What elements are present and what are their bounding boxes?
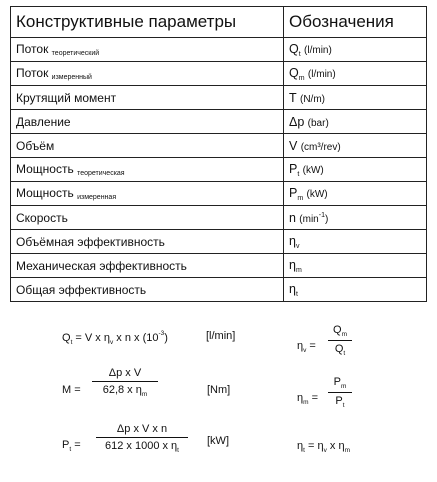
row-symbol: $Q_t$ (l/min) [284, 38, 427, 62]
row-symbol: $\eta_v$ [284, 230, 427, 254]
row-label: Давление [11, 110, 284, 134]
parameters-table [10, 6, 427, 302]
row-label: Крутящий момент [11, 86, 284, 110]
formula-qt-unit: [l/min] [206, 330, 236, 342]
table-row [11, 110, 427, 134]
formula-etam-lhs: $\eta_m$ = [297, 392, 319, 406]
table-row [11, 254, 427, 278]
formula-etat: $\eta_t = \eta_v$ x $\eta_m$ [297, 440, 350, 454]
table-row [11, 86, 427, 110]
row-label: Объём [11, 134, 284, 158]
row-label: Объёмная эффективность [11, 230, 284, 254]
row-label: Общая эффективность [11, 278, 284, 302]
formula-etav-fraction: $\frac{Q_m}{Q_t}$ [328, 324, 352, 357]
header-param: Конструктивные параметры [11, 7, 284, 38]
table-row [11, 134, 427, 158]
row-symbol: $P_t$ (kW) [284, 158, 427, 182]
row-symbol: n $(\min^{-1})$ [284, 206, 427, 230]
row-label: Мощность $_{теоретическая}$ [11, 158, 284, 182]
row-label: Поток $_{теоретический}$ [11, 38, 284, 62]
table-row [11, 38, 427, 62]
row-label: Поток $_{измеренный}$ [11, 62, 284, 86]
formula-m-fraction: $\frac{\text{Δp x V}}{62,8 x \eta_m}$ [92, 367, 158, 398]
formula-qt: $Q_t = V$ x $\eta_v$ x n x $(10^{-3})$ [62, 330, 168, 346]
formula-etam-fraction: $\frac{P_m}{P_t}$ [328, 376, 352, 409]
row-label: Скорость [11, 206, 284, 230]
row-label: Мощность $_{измеренная}$ [11, 182, 284, 206]
row-symbol: $Q_m$ (l/min) [284, 62, 427, 86]
table-row [11, 182, 427, 206]
table-row [11, 206, 427, 230]
formula-m-lhs: M = [62, 384, 81, 396]
formula-pt-lhs: $P_t$ = [62, 439, 81, 453]
row-symbol: T (N/m) [284, 86, 427, 110]
row-symbol: $P_m$ (kW) [284, 182, 427, 206]
row-symbol: $\eta_m$ [284, 254, 427, 278]
table-row [11, 62, 427, 86]
header-symbol: Обозначения [284, 7, 427, 38]
row-symbol: $\eta_t$ [284, 278, 427, 302]
formula-etav-lhs: $\eta_v$ = [297, 340, 316, 354]
row-symbol: V (cm³/rev) [284, 134, 427, 158]
table-row [11, 278, 427, 302]
formula-pt-fraction: $\frac{\text{Δp x V x n}}{612 x 1000 x \eta_t}$ [96, 423, 188, 454]
table-header-row [11, 7, 427, 38]
row-label: Механическая эффективность [11, 254, 284, 278]
formula-pt-unit: [kW] [207, 435, 229, 447]
row-symbol: Δp (bar) [284, 110, 427, 134]
table-row [11, 158, 427, 182]
table-row [11, 230, 427, 254]
formula-m-unit: [Nm] [207, 384, 231, 396]
